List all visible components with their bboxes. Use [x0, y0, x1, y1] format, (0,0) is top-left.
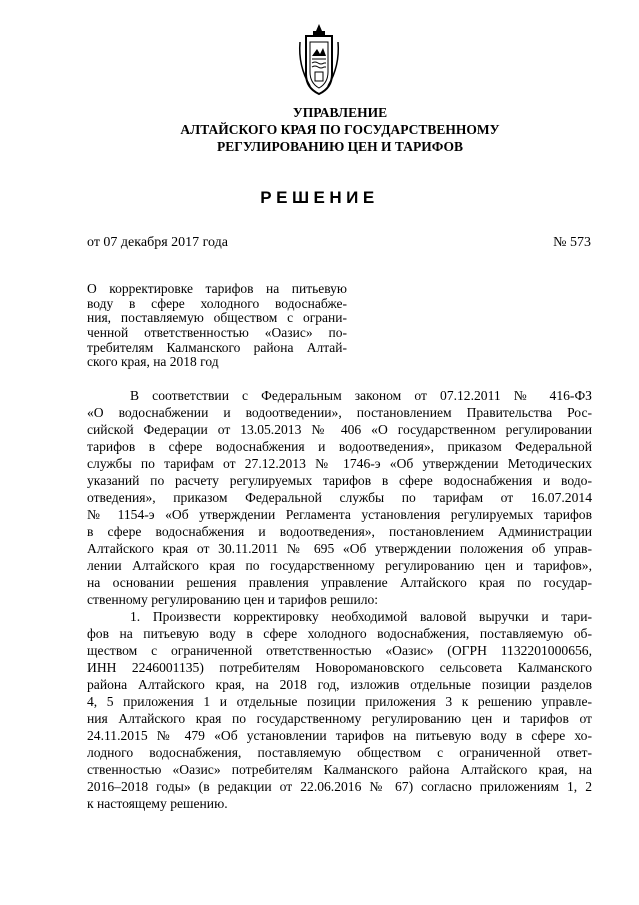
agency-line: РЕГУЛИРОВАНИЮ ЦЕН И ТАРИФОВ	[216, 139, 464, 154]
document-type-title: РЕШЕНИЕ	[260, 188, 379, 207]
document-body	[87, 387, 592, 812]
body-line: лении Алтайского края по государственному регулированию цен и тарифов»,	[87, 558, 592, 573]
body-line: № 1154-э «Об утверждении Регламента установления регулируемых тарифов	[87, 507, 592, 522]
body-line: 24.11.2015 № 479 «Об установлении тарифов на питьевую воду в сфере хо-	[87, 728, 592, 743]
body-line: на основании решения правления управление Алтайского края по государ-	[87, 575, 592, 590]
body-line: фов на питьевую воду в сфере холодного водоснабжения, поставляемую об-	[87, 626, 592, 641]
body-line: в сфере водоснабжения и водоотведения», постановлением Администрации	[87, 524, 592, 539]
coat-of-arms-icon	[296, 22, 342, 96]
body-line: района Алтайского края, на 2018 год, изложив отдельные позиции разделов	[87, 677, 592, 692]
subject-line: ского края, на 2018 год	[87, 354, 219, 370]
body-line: Алтайского края от 30.11.2011 № 695 «Об утверждении положения об управ-	[87, 541, 592, 556]
body-line: ственностью «Оазис» потребителям Калманского района Алтайского края, на	[87, 762, 592, 777]
agency-line: УПРАВЛЕНИЕ	[292, 105, 388, 120]
document-date: от 07 декабря 2017 года	[87, 235, 228, 250]
subject-line: требителям Калманского района Алтай-	[87, 339, 347, 355]
subject-line: воду в сфере холодного водоснабже-	[87, 295, 347, 311]
body-line: 2016–2018 годы» (в редакции от 22.06.2016 № 67) согласно приложениям 1, 2	[87, 779, 592, 794]
body-line: ния Алтайского края по государственному регулированию цен и тарифов от	[87, 711, 592, 726]
agency-line: АЛТАЙСКОГО КРАЯ ПО ГОСУДАРСТВЕННОМУ	[180, 122, 500, 137]
document-number: № 573	[553, 235, 591, 250]
agency-name	[80, 104, 600, 155]
preamble-paragraph	[87, 387, 592, 608]
body-line: к настоящему решению.	[87, 796, 228, 811]
subject-line: ния, поставляемую обществом с ограни-	[87, 310, 347, 326]
body-line: сийской Федерации от 13.05.2013 № 406 «О государственном регулировании	[87, 422, 592, 437]
body-line: «О водоснабжении и водоотведении», постановлением Правительства Рос-	[87, 405, 592, 420]
body-line: ИНН 2246001135) потребителям Новоромановского сельсовета Калманского	[87, 660, 592, 675]
item-1-paragraph	[87, 608, 592, 812]
document-subject	[87, 282, 347, 370]
body-line: 1. Произвести корректировку необходимой валовой выручки и тари-	[130, 609, 592, 624]
body-line: лодного водоснабжения, поставляемую обществом с ограниченной ответ-	[87, 745, 592, 760]
body-line: указаний по расчету регулируемых тарифов в сфере водоснабжения и водо-	[87, 473, 592, 488]
body-line: ществом с ограниченной ответственностью «Оазис» (ОГРН 1132201000656,	[87, 643, 592, 658]
body-line: ственному регулированию цен и тарифов решило:	[87, 592, 379, 607]
body-line: службы по тарифам от 27.12.2013 № 1746-э «Об утверждении Методических	[87, 456, 592, 471]
body-line: 4, 5 приложения 1 и отдельные позиции приложения 3 к решению управле-	[87, 694, 592, 709]
body-line: отведения», приказом Федеральной службы по тарифам от 16.07.2014	[87, 490, 592, 505]
subject-line: ченной ответственностью «Оазис» по-	[87, 325, 347, 341]
subject-line: О корректировке тарифов на питьевую	[87, 281, 347, 296]
body-line: тарифов в сфере водоснабжения и водоотведения», приказом Федеральной	[87, 439, 592, 454]
body-line: В соответствии с Федеральным законом от 07.12.2011 № 416-ФЗ	[130, 388, 592, 403]
